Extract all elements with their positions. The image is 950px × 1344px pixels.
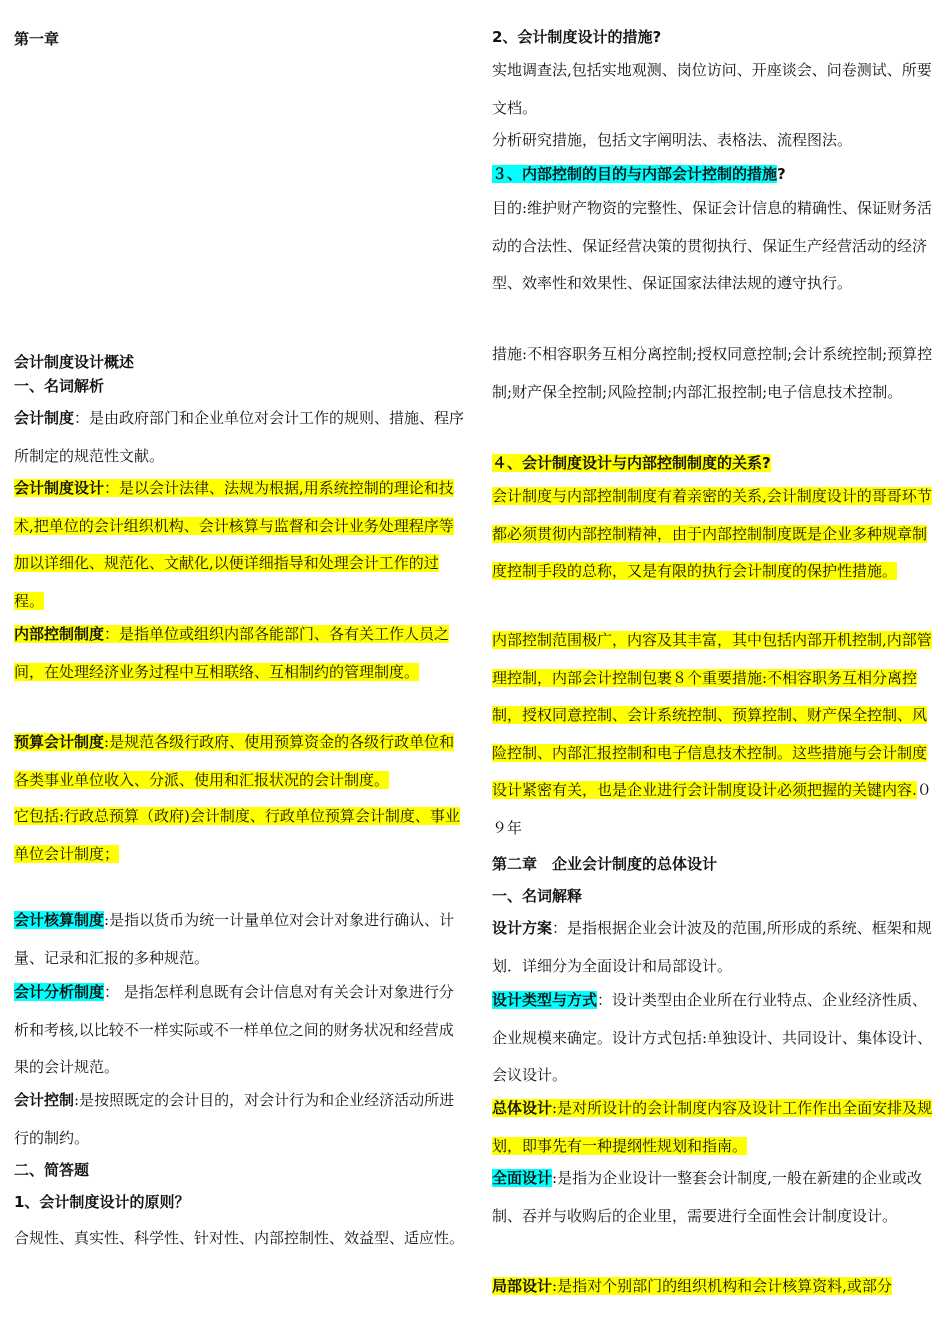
def-term: 会计控制 (14, 1091, 75, 1109)
answer-paragraph (492, 190, 940, 303)
chapter2-section1-title: 一、名词解释 (492, 887, 583, 905)
answer-paragraph (14, 1220, 468, 1258)
chapter-title: 第一章 (14, 30, 60, 48)
def-term: 预算会计制度 (14, 733, 105, 751)
def-text: :是指对个别部门的组织机构和会计核算资料,或部分 (552, 1277, 892, 1295)
def-text: :是指以货币为统一计量单位对会计对象进行确认、计量、记录和汇报的多种规范。 (14, 911, 455, 967)
definition-item (14, 470, 468, 620)
section-heading (492, 884, 940, 908)
def-text: ：是以会计法律、法规为根据,用系统控制的理论和技术,把单位的会计组织机构、会计核算与监督和会计业务处理程序等加以详细化、规范化、文献化,以便详细指导和处理会计工作的过程。 (14, 479, 454, 610)
definition-item (14, 616, 468, 691)
def-text: ： 是指怎样利息既有会计信息对有关会计对象进行分析和考核,以比较不一样实际或不一样单位之间的财务状况和经营成果的会计规范。 (14, 983, 454, 1076)
chapter-heading (14, 27, 468, 51)
def-text: ：是由政府部门和企业单位对会计工作的规则、措施、程序所制定的规范性文献。 (14, 409, 465, 465)
section-heading (14, 374, 468, 398)
question2-title: 2、会计制度设计的措施? (492, 28, 662, 46)
overview-heading (14, 350, 468, 374)
answer-paragraph (492, 622, 940, 847)
answer-paragraph (492, 478, 940, 591)
question-heading (492, 162, 940, 186)
def-text: 它包括:行政总预算（政府)会计制度、行政单位预算会计制度、事业单位会计制度； (14, 807, 460, 863)
def-term: 总体设计 (492, 1099, 553, 1117)
question3-title: ３、内部控制的目的与内部会计控制的措施 (492, 165, 778, 183)
question1-answer: 合规性、真实性、科学性、针对性、内部控制性、效益型、适应性。 (14, 1229, 465, 1247)
definition-item (14, 798, 468, 873)
definition-item (492, 910, 940, 985)
def-term: 设计方案 (492, 919, 553, 937)
definition-item (14, 724, 468, 799)
chapter-heading (492, 852, 940, 876)
def-text: :是规范各级行政府、使用预算资金的各级行政单位和各类事业单位收入、分派、使用和汇报状况的会计制度。 (14, 733, 455, 789)
question2-answer-2: 分析研究措施，包括文字阐明法、表格法、流程图法。 (492, 131, 853, 149)
question3-title-mark: ? (777, 165, 786, 183)
chapter2-title: 第二章 企业会计制度的总体设计 (492, 855, 718, 873)
question4-title: ４、会计制度设计与内部控制制度的关系? (492, 454, 771, 472)
definition-item (14, 974, 468, 1087)
definition-item (14, 902, 468, 977)
def-text: :是指为企业设计一整套会计制度,一般在新建的企业或改制、吞并与收购后的企业里，需要进行全面性会计制度设计。 (492, 1169, 922, 1225)
def-text: ：是指根据企业会计波及的范围,所形成的系统、框架和规划．详细分为全面设计和局部设计。 (492, 919, 932, 975)
question-heading (492, 25, 940, 49)
definition-item (492, 982, 940, 1095)
question4-answer-2: 内部控制范围极广，内容及其丰富，其中包括内部开机控制,内部管理控制，内部会计控制包裹８个重要措施:不相容职务互相分离控制，授权同意控制、会计系统控制、预算控制、财产保全控制、风险控制、内部汇报控制和电子信息技术控制。这些措施与会计制度设计紧密有关，也是企业进行会计制度设计必须把握的关键内容. (492, 631, 932, 799)
definition-item (14, 1082, 468, 1157)
question-heading (14, 1190, 468, 1214)
question1-title: 1、会计制度设计的原则？ (14, 1193, 190, 1211)
answer-paragraph (492, 336, 940, 411)
section1-title: 一、名词解析 (14, 377, 105, 395)
definition-item (14, 400, 468, 475)
question3-answer-1: 目的:维护财产物资的完整性、保证会计信息的精确性、保证财务活动的合法性、保证经营决策的贯彻执行、保证生产经营活动的经济型、效率性和效果性、保证国家法律法规的遵守执行。 (492, 199, 933, 292)
def-term: 会计分析制度 (14, 983, 105, 1001)
section2-title: 二、简答题 (14, 1161, 90, 1179)
def-text: ：是指单位或组织内部各能部门、各有关工作人员之间，在处理经济业务过程中互相联络、互相制约的管理制度。 (14, 625, 450, 681)
overview-title: 会计制度设计概述 (14, 353, 135, 371)
definition-item (492, 1268, 940, 1306)
year-note: ０９年 (492, 781, 932, 837)
def-term: 全面设计 (492, 1169, 553, 1187)
def-text: :是按照既定的会计目的，对会计行为和企业经济活动所进行的制约。 (14, 1091, 455, 1147)
def-term: 内部控制制度 (14, 625, 105, 643)
definition-item (492, 1090, 940, 1165)
def-term: 会计制度 (14, 409, 75, 427)
question2-answer-1: 实地调查法,包括实地观测、岗位访问、开座谈会、问卷测试、所要文档。 (492, 61, 932, 117)
section-heading (14, 1158, 468, 1182)
def-text: ：设计类型由企业所在行业特点、企业经济性质、企业规模来确定。设计方式包括:单独设计、共同设计、集体设计、会议设计。 (492, 991, 933, 1084)
definition-item (492, 1160, 940, 1235)
answer-paragraph (492, 52, 940, 127)
def-term: 局部设计 (492, 1277, 553, 1295)
question-heading (492, 451, 940, 475)
question3-answer-2: 措施:不相容职务互相分离控制;授权同意控制;会计系统控制;预算控制;财产保全控制;风险控制;内部汇报控制;电子信息技术控制。 (492, 345, 933, 401)
def-text: :是对所设计的会计制度内容及设计工作作出全面安排及规划，即事先有一种提纲性规划和指南。 (492, 1099, 933, 1155)
def-term: 设计类型与方式 (492, 991, 598, 1009)
answer-paragraph (492, 124, 940, 157)
def-term: 会计制度设计 (14, 479, 105, 497)
question4-answer-1: 会计制度与内部控制制度有着亲密的关系,会计制度设计的哥哥环节都必须贯彻内部控制精神，由于内部控制制度既是企业多种规章制度控制手段的总称，又是有限的执行会计制度的保护性措施。 (492, 487, 932, 580)
def-term: 会计核算制度 (14, 911, 105, 929)
